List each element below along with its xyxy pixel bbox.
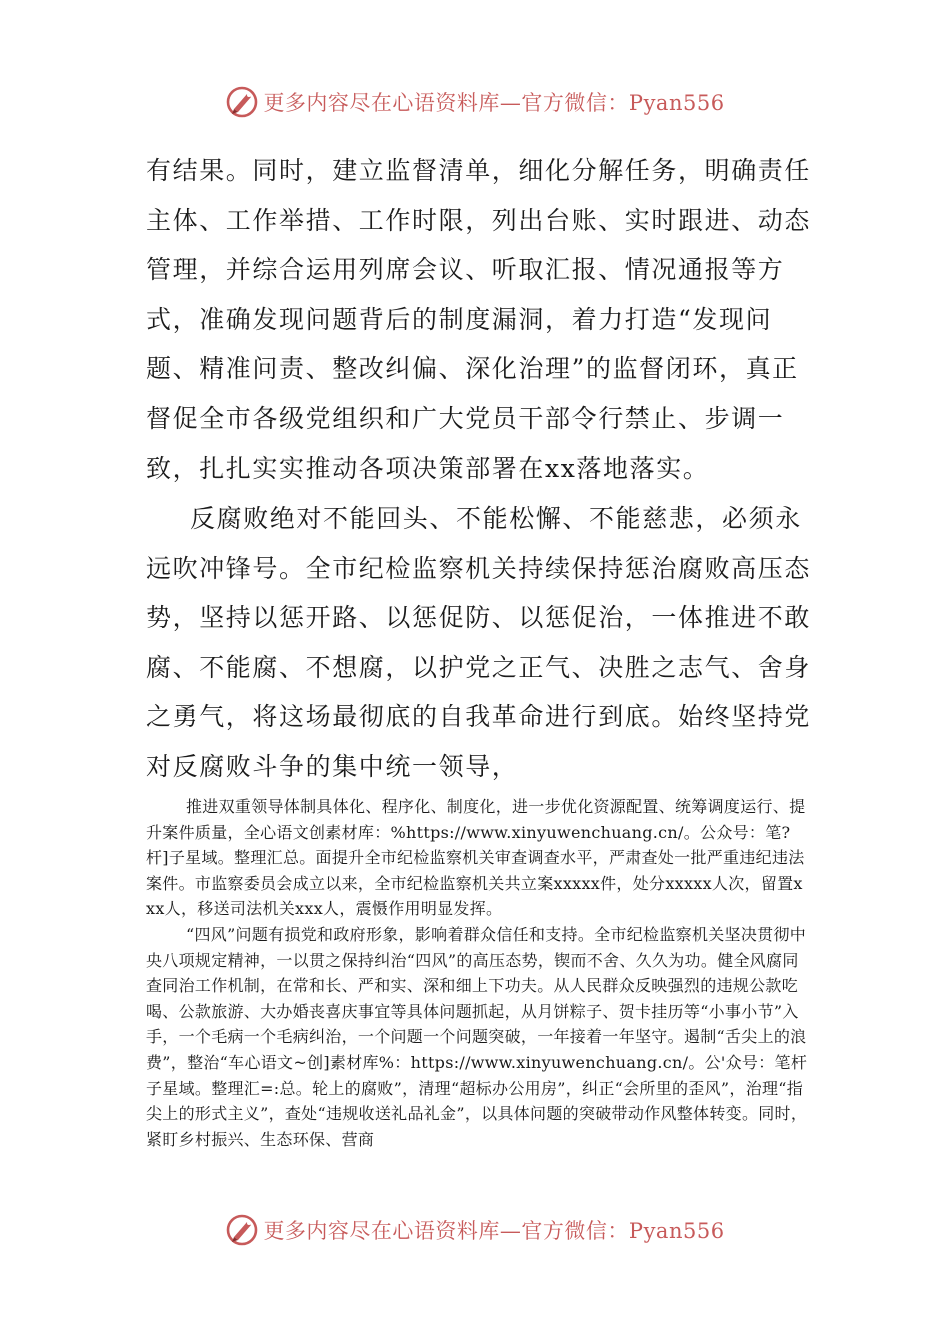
banner-text: 更多内容尽在心语资料库—官方微信：Pyan556 bbox=[263, 91, 725, 115]
pen-logo-icon bbox=[225, 1213, 259, 1247]
footer-banner bbox=[0, 1210, 950, 1250]
large-text-block-2 bbox=[146, 494, 818, 792]
banner-text: 更多内容尽在心语资料库—官方微信：Pyan556 bbox=[263, 1219, 725, 1243]
large-text-block-1 bbox=[146, 146, 818, 493]
paragraph-four-winds: “四风”问题有损党和政府形象，影响着群众信任和支持。全市纪检监察机关坚决贯彻中央八项规定精神，一以贯之保持纠治“四风”的高压态势，锲而不舍、久久为功。健全风腐同查同治工作机制，在常和长、严和实、深和细上下功夫。从人民群众反映强烈的违规公款吃喝、公款旅游、大办婚丧喜庆事宜等具体问题抓起，从月饼粽子、贺卡挂历等“小事小节”入手，一个毛病一个毛病纠治，一个问题一个问题突破，一年接着一年坚守。遏制“舌尖上的浪费”，整治“车心语文~创]素材库%：https://www.xinyuwenchuang.cn/。公'众号：笔杆子星域。整理汇=:总。轮上的腐败”，清理“超标办公用房”，纠正“会所里的歪风”，治理“指尖上的形式主义”，查处“违规收送礼品礼金”，以具体问题的突破带动作风整体转变。同时，紧盯乡村振兴、生态环保、营商 bbox=[146, 924, 808, 1149]
paragraph-anti-corruption: 反腐败绝对不能回头、不能松懈、不能慈悲，必须永远吹冲锋号。全市纪检监察机关持续保持惩治腐败高压态势，坚持以惩开路、以惩促防、以惩促治，一体推进不敢腐、不能腐、不想腐，以护党之正气、决胜之志气、舍身之勇气，将这场最彻底的自我革命进行到底。始终坚持党对反腐败斗争的集中统一领导， bbox=[146, 504, 812, 781]
pen-logo-icon bbox=[225, 85, 259, 119]
small-text-block bbox=[146, 794, 810, 1152]
paragraph-continuation: 有结果。同时，建立监督清单，细化分解任务，明确责任主体、工作举措、工作时限，列出台账、实时跟进、动态管理，并综合运用列席会议、听取汇报、情况通报等方式，准确发现问题背后的制度漏洞，着力打造“发现问题、精准问责、整改纠偏、深化治理”的监督闭环，真正督促全市各级党组织和广大党员干部令行禁止、步调一致，扎扎实实推动各项决策部署在xx落地落实。 bbox=[146, 156, 812, 483]
header-banner bbox=[0, 82, 950, 122]
paragraph-dual-leadership: 推进双重领导体制具体化、程序化、制度化，进一步优化资源配置、统筹调度运行、提升案件质量，全心语文创素材库：%https://www.xinyuwenchuang.cn/。公众号：笔?杆]子星域。整理汇总。面提升全市纪检监察机关审查调查水平，严肃查处一批严重违纪违法案件。市监察委员会成立以来，全市纪检监察机关共立案xxxxx件，处分xxxxx人次，留置xxx人，移送司法机关xxx人，震慑作用明显发挥。 bbox=[146, 797, 806, 919]
